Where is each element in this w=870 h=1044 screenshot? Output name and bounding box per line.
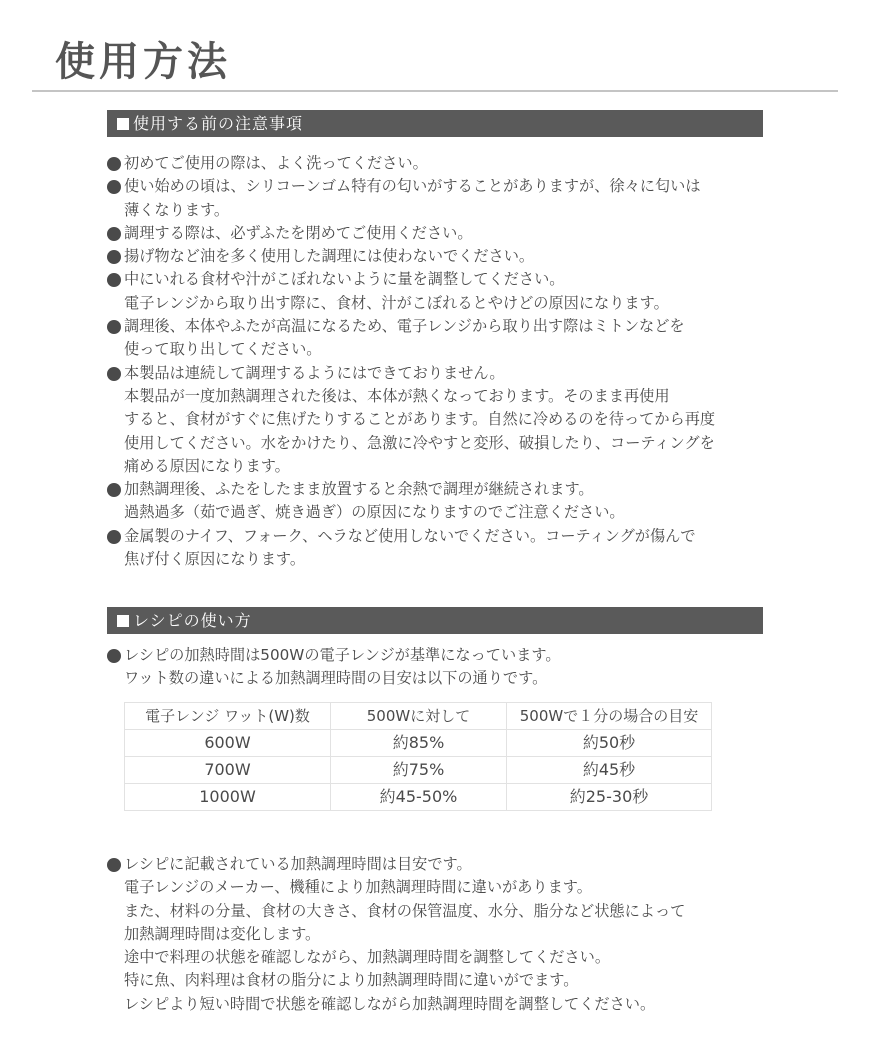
item-text: 調理後、本体やふたが高温になるため、電子レンジから取り出す際はミトンなどを: [124, 317, 685, 336]
item-text: 薄くなります。: [124, 200, 230, 219]
item-text: レシピに記載されている加熱調理時間は目安です。: [124, 855, 472, 873]
item-text: 途中で料理の状態を確認しながら、加熱調理時間を調整してください。: [124, 948, 610, 967]
item-text: 初めてご使用の際は、よく洗ってください。: [124, 154, 428, 172]
list-item: [107, 315, 787, 362]
item-text: 本製品が一度加熱調理された後は、本体が熱くなっております。そのまま再使用: [124, 386, 670, 405]
item-text: ワット数の違いによる加熱調理時間の目安は以下の通りです。: [124, 669, 548, 688]
item-text: 使用してください。水をかけたり、急激に冷やすと変形、破損したり、コーティングを: [124, 433, 715, 452]
bullet-icon: [107, 180, 121, 194]
item-text: 加熱調理後、ふたをしたまま放置すると余熱で調理が継続されます。: [124, 480, 594, 499]
item-text: 痛める原因になります。: [124, 456, 290, 475]
item-text: 金属製のナイフ、フォーク、ヘラなど使用しないでください。コーティングが傷んで: [124, 526, 696, 545]
bullet-icon: [107, 157, 121, 171]
list-item: [107, 152, 787, 175]
table-header-row: [125, 703, 712, 730]
title-divider: [32, 90, 838, 92]
table-header: 電子レンジ ワット(W)数: [125, 703, 331, 730]
table-cell: 約85%: [331, 730, 507, 757]
item-text: 調理する際は、必ずふたを閉めてご使用ください。: [124, 223, 473, 242]
square-icon: [117, 615, 129, 627]
item-text: 使い始めの頃は、シリコーンゴム特有の匂いがすることがありますが、徐々に匂いは: [124, 177, 701, 196]
bullet-icon: [107, 273, 121, 287]
bullet-icon: [107, 858, 121, 872]
section-header-recipe-usage: [107, 607, 763, 634]
bullet-icon: [107, 250, 121, 264]
list-item: [107, 362, 787, 478]
table-cell: 約25-30秒: [507, 784, 712, 811]
bullet-icon: [107, 649, 121, 663]
table-cell: 約45秒: [507, 757, 712, 784]
section-heading: 使用する前の注意事項: [133, 114, 304, 133]
table-cell: 約45-50%: [331, 784, 507, 811]
table-cell: 700W: [125, 757, 331, 784]
table-row: [125, 784, 712, 811]
item-text: 使って取り出してください。: [124, 340, 322, 359]
square-icon: [117, 118, 129, 130]
item-text: レシピの加熱時間は500Wの電子レンジが基準になっています。: [124, 646, 561, 664]
bullet-icon: [107, 483, 121, 497]
list-item: [107, 853, 787, 1016]
bullet-icon: [107, 320, 121, 334]
table-cell: 600W: [125, 730, 331, 757]
item-text: レシピより短い時間で状態を確認しながら加熱調理時間を調整してください。: [124, 994, 656, 1013]
list-item: [107, 175, 787, 222]
page-title: 使用方法: [55, 39, 231, 85]
list-item: [107, 478, 787, 525]
table-cell: 約50秒: [507, 730, 712, 757]
table-cell: 約75%: [331, 757, 507, 784]
item-text: 焦げ付く原因になります。: [124, 550, 306, 569]
item-text: 過熱過多（茹で過ぎ、焼き過ぎ）の原因になりますのでご注意ください。: [124, 503, 625, 522]
table-row: [125, 730, 712, 757]
item-text: 本製品は連続して調理するようにはできておりません。: [124, 363, 505, 382]
item-text: また、材料の分量、食材の大きさ、食材の保管温度、水分、脂分など状態によって: [124, 901, 686, 920]
item-text: 電子レンジから取り出す際に、食材、汁がこぼれるとやけどの原因になります。: [124, 293, 669, 312]
list-item: [107, 222, 787, 245]
section-heading: レシピの使い方: [133, 611, 252, 630]
table-header: 500Wに対して: [331, 703, 507, 730]
item-text: 中にいれる食材や汁がこぼれないように量を調整してください。: [124, 270, 565, 289]
list-item: [107, 525, 787, 572]
recipe-intro: [107, 644, 787, 691]
item-text: 電子レンジのメーカー、機種により加熱調理時間に違いがあります。: [124, 878, 592, 897]
recipe-note: [107, 853, 787, 1016]
item-text: すると、食材がすぐに焦げたりすることがあります。自然に冷めるのを待ってから再度: [124, 410, 716, 429]
section-header-precautions: [107, 110, 763, 137]
precautions-list: [107, 152, 787, 571]
item-text: 揚げ物など油を多く使用した調理には使わないでください。: [124, 247, 535, 266]
bullet-icon: [107, 530, 121, 544]
bullet-icon: [107, 227, 121, 241]
table-cell: 1000W: [125, 784, 331, 811]
table-row: [125, 757, 712, 784]
bullet-icon: [107, 367, 121, 381]
wattage-table: [124, 702, 712, 811]
list-item: [107, 268, 787, 315]
item-text: 特に魚、肉料理は食材の脂分により加熱調理時間に違いがでます。: [124, 971, 579, 990]
table-header: 500Wで１分の場合の目安: [507, 703, 712, 730]
list-item: [107, 245, 787, 268]
list-item: [107, 644, 787, 691]
item-text: 加熱調理時間は変化します。: [124, 924, 321, 943]
